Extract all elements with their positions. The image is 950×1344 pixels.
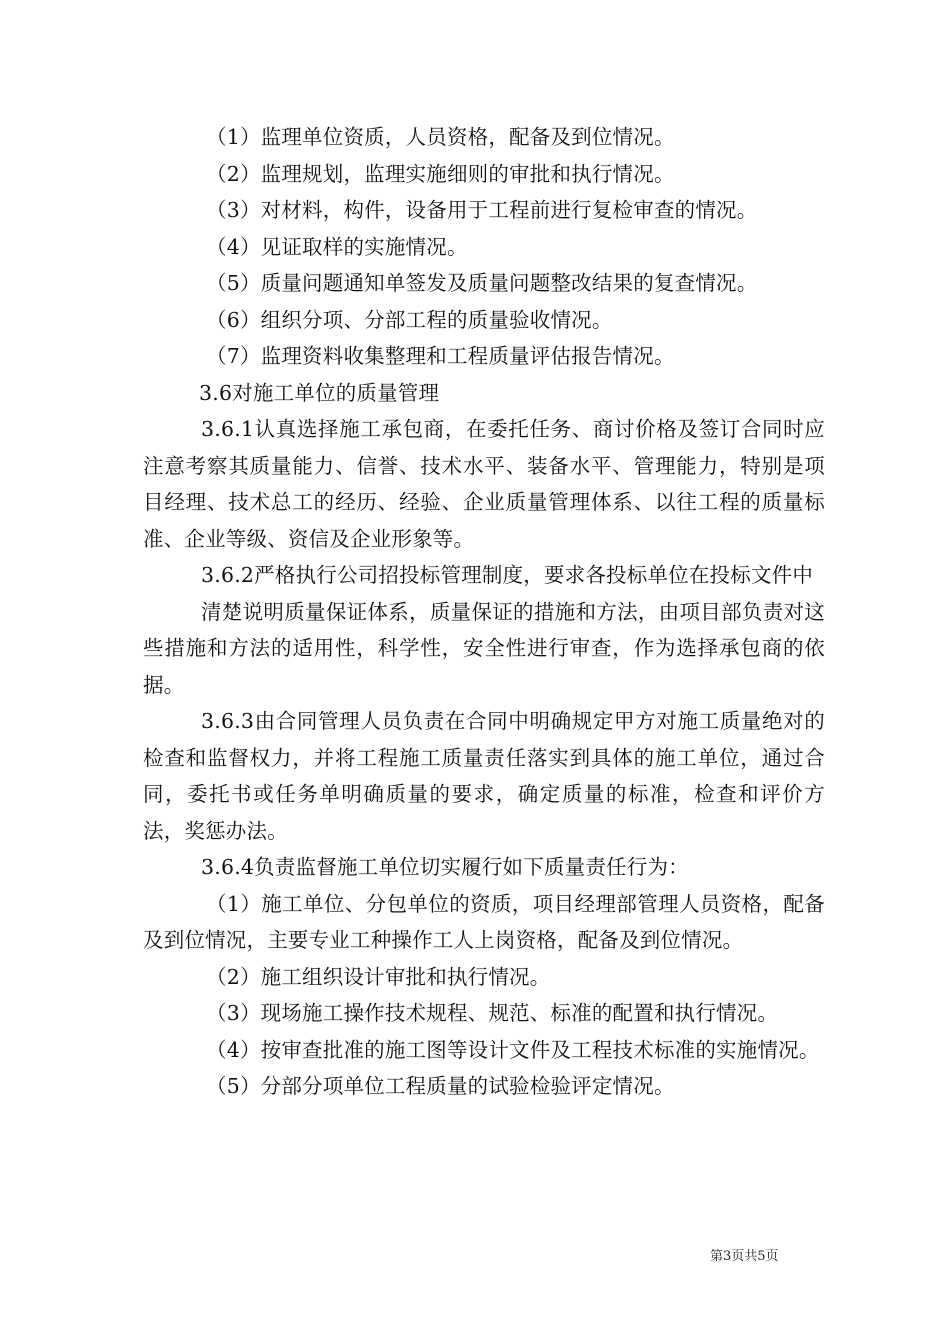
supervision-item-5: （5）质量问题通知单签发及质量问题整改结果的复查情况。 bbox=[206, 271, 758, 295]
clause-3-6-3: 3.6.3由合同管理人员负责在合同中明确规定甲方对施工质量绝对的检查和监督权力，并将工程施工质量责任落实到具体的施工单位，通过合同，委托书或任务单明确质量的要求，确定质量的标准，检查和评价方法，奖惩办法。 bbox=[143, 709, 825, 843]
supervision-item-7: （7）监理资料收集整理和工程质量评估报告情况。 bbox=[206, 344, 675, 368]
supervision-item-4: （4）见证取样的实施情况。 bbox=[206, 234, 468, 259]
supervision-item-3: （3）对材料，构件，设备用于工程前进行复检审查的情况。 bbox=[206, 198, 758, 222]
contractor-item-3: （3）现场施工操作技术规程、规范、标准的配置和执行情况。 bbox=[206, 1001, 779, 1025]
page-number-footer: 第3页共5页 bbox=[710, 1249, 779, 1264]
document-body bbox=[143, 119, 825, 1105]
contractor-item-5: （5）分部分项单位工程质量的试验检验评定情况。 bbox=[206, 1074, 675, 1098]
contractor-item-4: （4）按审查批准的施工图等设计文件及工程技术标准的实施情况。 bbox=[206, 1037, 820, 1062]
supervision-item-6: （6）组织分项、分部工程的质量验收情况。 bbox=[206, 307, 613, 332]
contractor-item-2: （2）施工组织设计审批和执行情况。 bbox=[206, 964, 551, 989]
clause-3-6-4: 3.6.4负责监督施工单位切实履行如下质量责任行为： bbox=[201, 855, 689, 879]
supervision-item-2: （2）监理规划，监理实施细则的审批和执行情况。 bbox=[206, 161, 675, 186]
contractor-item-1: （1）施工单位、分包单位的资质，项目经理部管理人员资格，配备及到位情况，主要专业工种操作工人上岗资格，配备及到位情况。 bbox=[143, 891, 825, 952]
section-heading-3-6: 3.6对施工单位的质量管理 bbox=[199, 380, 440, 405]
clause-3-6-2: 3.6.2严格执行公司招投标管理制度，要求各投标单位在投标文件中 bbox=[201, 563, 814, 587]
supervision-item-1: （1）监理单位资质，人员资格，配备及到位情况。 bbox=[206, 125, 675, 149]
clause-3-6-2-continued: 清楚说明质量保证体系，质量保证的措施和方法，由项目部负责对这些措施和方法的适用性，科学性，安全性进行审查，作为选择承包商的依据。 bbox=[143, 599, 825, 697]
clause-3-6-1: 3.6.1认真选择施工承包商，在委托任务、商讨价格及签订合同时应注意考察其质量能力、信誉、技术水平、装备水平、管理能力，特别是项目经理、技术总工的经历、经验、企业质量管理体系、以往工程的质量标准、企业等级、资信及企业形象等。 bbox=[143, 417, 825, 551]
